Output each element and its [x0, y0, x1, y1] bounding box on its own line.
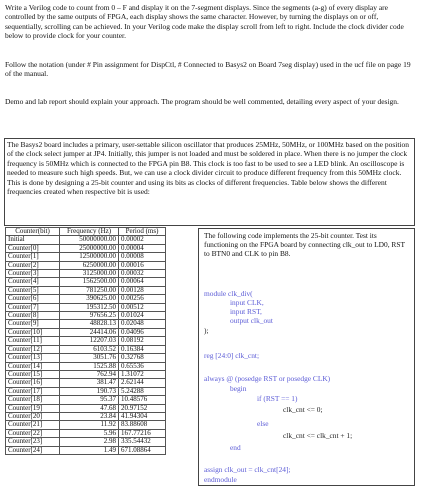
period-cell: 0.00032 [119, 270, 166, 278]
period-cell: 83.88608 [119, 421, 166, 429]
counter-bit-cell: Counter[15] [6, 370, 60, 378]
frequency-cell: 3051.76 [60, 354, 119, 362]
counter-bit-cell: Counter[11] [6, 337, 60, 345]
table-row [6, 379, 166, 387]
counter-bit-cell: Counter[18] [6, 396, 60, 404]
code-input-clk: input CLK, [230, 298, 264, 307]
frequency-cell: 50000000.00 [60, 236, 119, 244]
clock-info-text: The Basys2 board includes a primary, user-settable silicon oscillator that produces 25MHz, 50MHz, or 100MHz based on the position of the clock select jumper at JP4. Initially, this jumper is not loaded and must be soldered in place. When there is no jumper the clock frequency is 50MHz which is connected to the FPGA pin B8. This clock is too fast to be used to see a LED blink. An oscilloscope is needed to measure such high speeds. But, we can use a clock divider circuit to produce different frequency from this 50MHz clock. This is done by designing a 25-bit counter and using its bits as clocks of different frequencies. Table below shows the different frequencies created when respective bit is used: [7, 140, 409, 197]
period-cell: 0.00064 [119, 278, 166, 286]
table-row [6, 446, 166, 454]
frequency-cell: 762.94 [60, 370, 119, 378]
counter-bit-cell: Counter[14] [6, 362, 60, 370]
frequency-table [5, 227, 166, 455]
frequency-cell: 781250.00 [60, 286, 119, 294]
counter-bit-cell: Counter[22] [6, 429, 60, 437]
frequency-cell: 5.96 [60, 429, 119, 437]
frequency-cell: 95.37 [60, 396, 119, 404]
frequency-cell: 6103.52 [60, 345, 119, 353]
frequency-cell: 23.84 [60, 412, 119, 420]
frequency-cell: 24414.06 [60, 328, 119, 336]
counter-bit-cell: Counter[9] [6, 320, 60, 328]
period-cell: 335.54432 [119, 438, 166, 446]
frequency-cell: 190.73 [60, 387, 119, 395]
code-close-paren: ); [204, 326, 209, 335]
table-row [6, 354, 166, 362]
frequency-cell: 3125000.00 [60, 270, 119, 278]
intro-paragraph-1: Write a Verilog code to count from 0 – F and display it on the 7-segment displays. Since the segments (a-g) of every display are controlled by the same outputs of FPGA, each display shows the same character. However, by turning the displays on or off, sequentially, scrolling can be achieved. In your Verilog code make the display scroll from left to right. Include the clock divider code below to provide clock for your counter. [5, 3, 404, 41]
period-cell: 0.00256 [119, 295, 166, 303]
period-cell: 0.00512 [119, 303, 166, 311]
code-assign-line: assign clk_out = clk_cnt[24]; [204, 465, 291, 474]
counter-bit-cell: Counter[8] [6, 312, 60, 320]
frequency-cell: 390625.00 [60, 295, 119, 303]
frequency-cell: 381.47 [60, 379, 119, 387]
code-else: else [257, 419, 269, 428]
frequency-cell: 12500000.00 [60, 253, 119, 261]
table-header-cell: Period (ms) [119, 228, 166, 236]
counter-bit-cell: Counter[16] [6, 379, 60, 387]
period-cell: 5.24288 [119, 387, 166, 395]
table-row [6, 438, 166, 446]
period-cell: 671.08864 [119, 446, 166, 454]
frequency-cell: 1562500.00 [60, 278, 119, 286]
frequency-cell: 195312.50 [60, 303, 119, 311]
period-cell: 0.08192 [119, 337, 166, 345]
counter-bit-cell: Counter[1] [6, 253, 60, 261]
period-cell: 0.04096 [119, 328, 166, 336]
code-endmodule: endmodule [204, 475, 237, 484]
counter-bit-cell: Counter[24] [6, 446, 60, 454]
period-cell: 2.62144 [119, 379, 166, 387]
code-always-line: always @ (posedge RST or posedge CLK) [204, 374, 331, 383]
period-cell: 0.00128 [119, 286, 166, 294]
frequency-cell: 12207.03 [60, 337, 119, 345]
table-body [6, 236, 166, 455]
counter-bit-cell: Counter[5] [6, 286, 60, 294]
period-cell: 0.00008 [119, 253, 166, 261]
counter-bit-cell: Counter[6] [6, 295, 60, 303]
counter-bit-cell: Counter[20] [6, 412, 60, 420]
counter-bit-cell: Counter[13] [6, 354, 60, 362]
counter-bit-cell: Counter[0] [6, 244, 60, 252]
period-cell: 167.77216 [119, 429, 166, 437]
table-header-cell: Frequency (Hz) [60, 228, 119, 236]
counter-bit-cell: Counter[17] [6, 387, 60, 395]
frequency-cell: 97656.25 [60, 312, 119, 320]
frequency-cell: 47.68 [60, 404, 119, 412]
clock-info-box [4, 138, 415, 226]
period-cell: 10.48576 [119, 396, 166, 404]
counter-bit-cell: Counter[3] [6, 270, 60, 278]
period-cell: 0.02048 [119, 320, 166, 328]
table-row [6, 253, 166, 261]
code-module-line: module clk_div( [204, 289, 253, 298]
frequency-cell: 11.92 [60, 421, 119, 429]
frequency-cell: 6250000.00 [60, 261, 119, 269]
counter-bit-cell: Counter[21] [6, 421, 60, 429]
code-end: end [230, 443, 241, 452]
intro-paragraph-2: Follow the notation (under # Pin assignment for DispCtl, # Connected to Basys2 on Board 7seg display) used in the ucf file on page 19 of the manual. [5, 60, 411, 79]
period-cell: 0.00002 [119, 236, 166, 244]
code-input-rst: input RST, [230, 307, 262, 316]
period-cell: 41.94304 [119, 412, 166, 420]
code-begin: begin [230, 384, 247, 393]
counter-bit-cell: Counter[7] [6, 303, 60, 311]
table-row [6, 421, 166, 429]
period-cell: 0.01024 [119, 312, 166, 320]
code-reset-assign: clk_cnt <= 0; [283, 405, 323, 414]
period-cell: 1.31072 [119, 370, 166, 378]
code-incr-assign: clk_cnt <= clk_cnt + 1; [283, 431, 353, 440]
frequency-cell: 1525.88 [60, 362, 119, 370]
frequency-cell: 48828.13 [60, 320, 119, 328]
period-cell: 0.16384 [119, 345, 166, 353]
period-cell: 0.65536 [119, 362, 166, 370]
period-cell: 20.97152 [119, 404, 166, 412]
period-cell: 0.32768 [119, 354, 166, 362]
code-output-clk: output clk_out [230, 316, 273, 325]
table-row [6, 295, 166, 303]
table-row [6, 396, 166, 404]
code-if-line: if (RST == 1) [257, 394, 298, 403]
period-cell: 0.00004 [119, 244, 166, 252]
frequency-cell: 2.98 [60, 438, 119, 446]
frequency-cell: 25000000.00 [60, 244, 119, 252]
table-header-cell: Counter(bit) [6, 228, 60, 236]
table-row [6, 337, 166, 345]
counter-bit-cell: Counter[10] [6, 328, 60, 336]
frequency-cell: 1.49 [60, 446, 119, 454]
counter-bit-cell: Counter[23] [6, 438, 60, 446]
counter-bit-cell: Counter[4] [6, 278, 60, 286]
period-cell: 0.00016 [119, 261, 166, 269]
code-reg-decl: reg [24:0] clk_cnt; [204, 351, 260, 360]
counter-bit-cell: Counter[19] [6, 404, 60, 412]
counter-bit-cell: Counter[2] [6, 261, 60, 269]
counter-bit-cell: Counter[12] [6, 345, 60, 353]
code-panel [198, 228, 415, 486]
intro-paragraph-3: Demo and lab report should explain your approach. The program should be well commented, detailing every aspect of your design. [5, 97, 399, 106]
counter-bit-cell: Initial [6, 236, 60, 244]
code-description: The following code implements the 25-bit counter. Test its functioning on the FPGA board by connecting clk_out to LD0, RST to BTN0 and CLK to pin B8. [204, 231, 405, 258]
